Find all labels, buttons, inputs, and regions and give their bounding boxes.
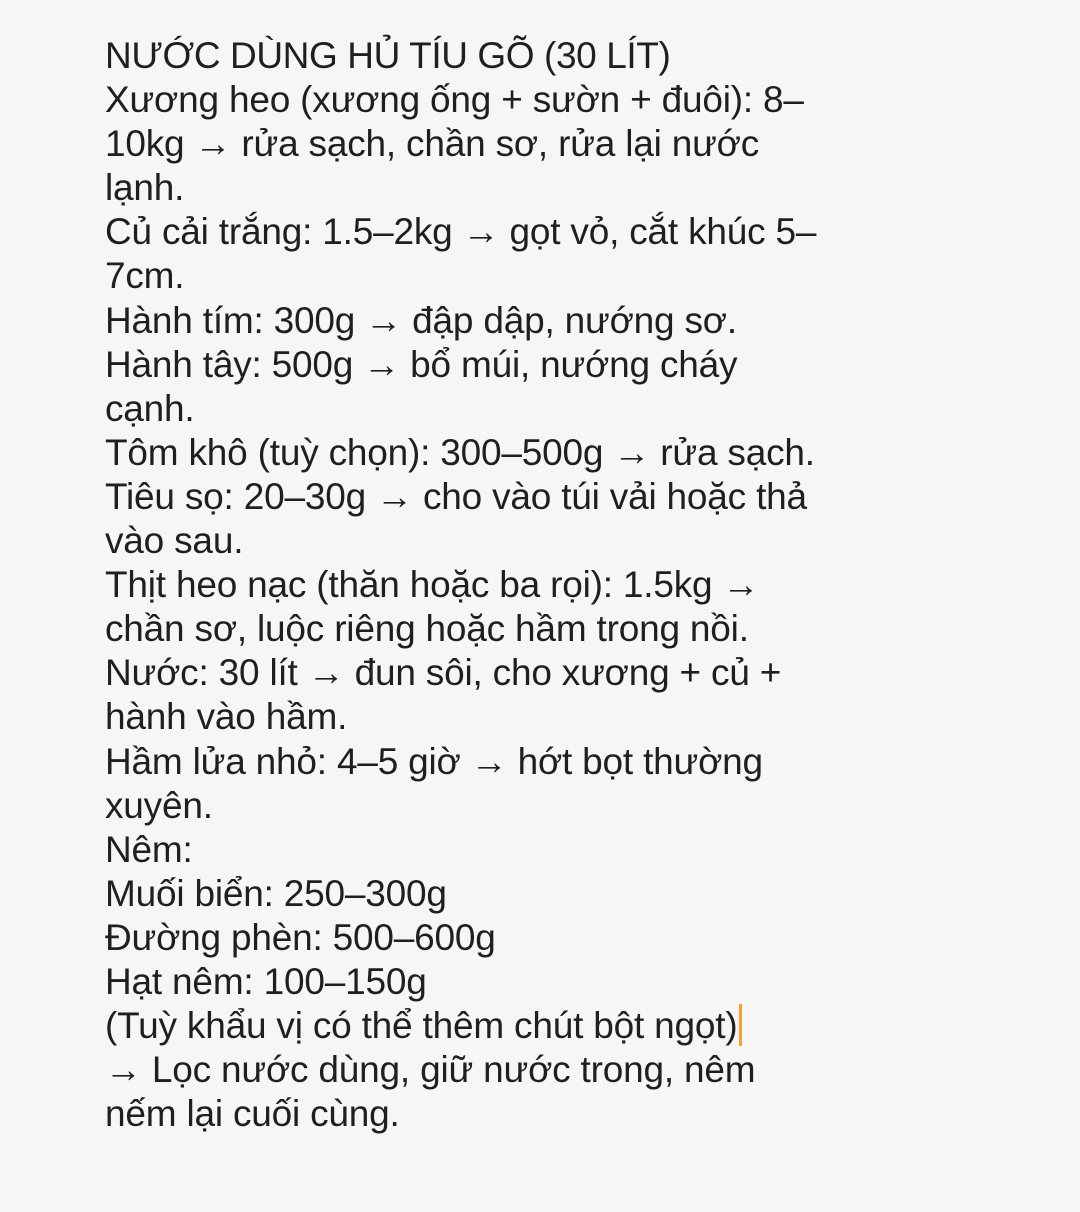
note-line: Tôm khô (tuỳ chọn): 300–500g → rửa sạch. bbox=[105, 431, 815, 473]
note-title-line: NƯỚC DÙNG HỦ TÍU GÕ (30 LÍT) bbox=[105, 35, 671, 76]
note-line: Đường phèn: 500–600g bbox=[105, 916, 496, 958]
note-line-with-caret bbox=[105, 1004, 825, 1048]
note-line: Hạt nêm: 100–150g bbox=[105, 960, 427, 1002]
note-line-text: (Tuỳ khẩu vị có thể thêm chút bột ngọt) bbox=[105, 1005, 738, 1047]
note-line: Muối biển: 250–300g bbox=[105, 872, 447, 914]
note-line: Hầm lửa nhỏ: 4–5 giờ → hớt bọt thường xuyên. bbox=[105, 740, 763, 826]
note-line: Xương heo (xương ống + sườn + đuôi): 8–10kg → rửa sạch, chần sơ, rửa lại nước lạnh. bbox=[105, 79, 804, 209]
text-cursor bbox=[739, 1004, 742, 1046]
note-line: Nước: 30 lít → đun sôi, cho xương + củ + hành vào hầm. bbox=[105, 652, 782, 738]
note-line: → Lọc nước dùng, giữ nước trong, nêm nếm lại cuối cùng. bbox=[105, 1049, 756, 1135]
note-line: Hành tây: 500g → bổ múi, nướng cháy cạnh. bbox=[105, 343, 738, 429]
note-line: Hành tím: 300g → đập dập, nướng sơ. bbox=[105, 299, 737, 341]
note-line: Thịt heo nạc (thăn hoặc ba rọi): 1.5kg → chần sơ, luộc riêng hoặc hầm trong nồi. bbox=[105, 564, 760, 650]
note-line: Tiêu sọ: 20–30g → cho vào túi vải hoặc thả vào sau. bbox=[105, 475, 807, 562]
note-text-editor[interactable] bbox=[105, 34, 825, 1136]
note-line: Củ cải trắng: 1.5–2kg → gọt vỏ, cắt khúc 5–7cm. bbox=[105, 211, 817, 297]
note-line: Nêm: bbox=[105, 828, 193, 870]
